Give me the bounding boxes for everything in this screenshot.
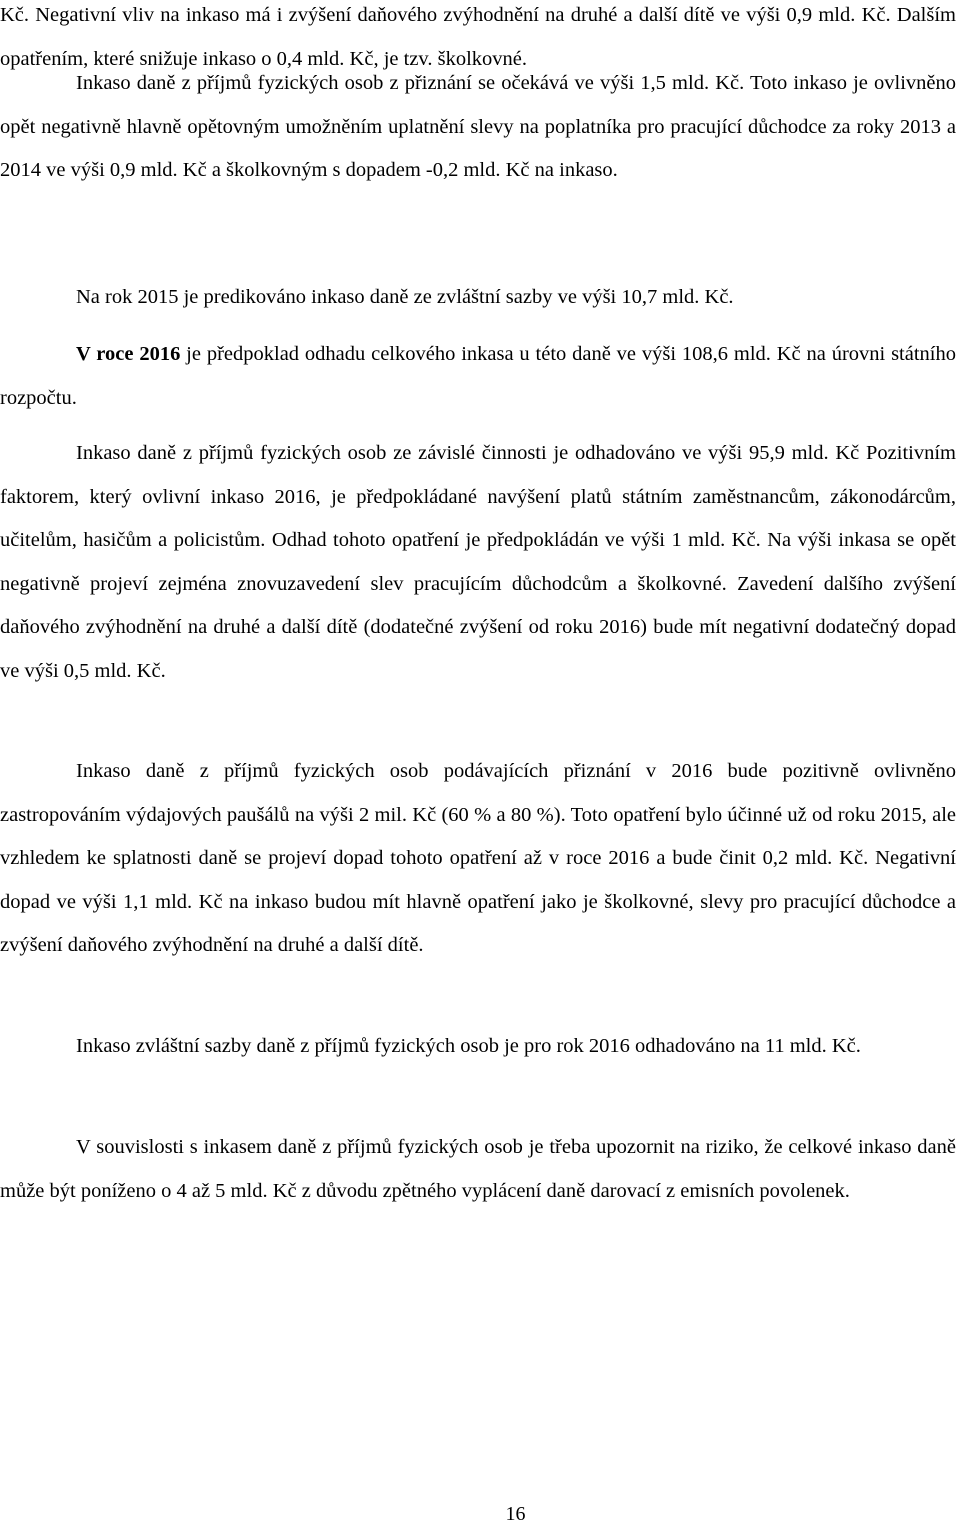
paragraph-6-text: Inkaso daně z příjmů fyzických osob podávajících přiznání v 2016 bude pozitivně ovlivněno zastropováním výdajových paušálů na výši 2 mil. Kč (60 % a 80 %). Toto opatření bylo účinné už od roku 2015, ale vzhledem ke splatnosti daně se projeví dopad tohoto opatření až v roce 2016 a bude činit 0,2 mld. Kč. Negativní dopad ve výši 1,1 mld. Kč na inkaso budou mít hlavně opatření jako je školkovné, slevy pro pracující důchodce a zvýšení daňového zvýhodnění na druhé a další dítě.	[0, 760, 956, 957]
paragraph-3	[0, 276, 956, 320]
page-number: 16	[505, 1503, 526, 1525]
paragraph-2-text: Inkaso daně z příjmů fyzických osob z přiznání se očekává ve výši 1,5 mld. Kč. Toto inkaso je ovlivněno opět negativně hlavně opětovným umožněním uplatnění slevy na poplatníka pro pracující důchodce za roky 2013 a 2014 ve výši 0,9 mld. Kč a školkovným s dopadem -0,2 mld. Kč na inkaso.	[0, 72, 956, 182]
paragraph-1-text: Kč. Negativní vliv na inkaso má i zvýšení daňového zvýhodnění na druhé a další dítě ve výši 0,9 mld. Kč. Dalším opatřením, které snižuje inkaso o 0,4 mld. Kč, je tzv. školkovné.	[0, 4, 956, 70]
paragraph-7	[0, 1025, 956, 1069]
paragraph-4-bold-lead: V roce 2016	[76, 343, 181, 365]
paragraph-7-text: Inkaso zvláštní sazby daně z příjmů fyzických osob je pro rok 2016 odhadováno na 11 mld. Kč.	[76, 1035, 861, 1057]
paragraph-8-text: V souvislosti s inkasem daně z příjmů fyzických osob je třeba upozornit na riziko, že celkové inkaso daně může být poníženo o 4 až 5 mld. Kč z důvodu zpětného vyplácení daně darovací z emisních povolenek.	[0, 1136, 956, 1202]
paragraph-2	[0, 62, 956, 193]
paragraph-8	[0, 1126, 956, 1213]
paragraph-3-text: Na rok 2015 je predikováno inkaso daně ze zvláštní sazby ve výši 10,7 mld. Kč.	[76, 286, 734, 308]
paragraph-4-text: je předpoklad odhadu celkového inkasa u této daně ve výši 108,6 mld. Kč na úrovni státního rozpočtu.	[0, 343, 956, 409]
paragraph-6	[0, 750, 956, 968]
paragraph-5	[0, 432, 956, 694]
paragraph-4	[0, 333, 956, 420]
paragraph-5-text: Inkaso daně z příjmů fyzických osob ze závislé činnosti je odhadováno ve výši 95,9 mld. Kč Pozitivním faktorem, který ovlivní inkaso 2016, je předpokládané navýšení platů státním zaměstnancům, zákonodárcům, učitelům, hasičům a policistům. Odhad tohoto opatření je předpokládán ve výši 1 mld. Kč. Na výši inkasa se opět negativně projeví zejména znovuzavedení slev pracujícím důchodcům a školkovné. Zavedení dalšího zvýšení daňového zvýhodnění na druhé a další dítě (dodatečné zvýšení od roku 2016) bude mít negativní dodatečný dopad ve výši 0,5 mld. Kč.	[0, 442, 956, 682]
